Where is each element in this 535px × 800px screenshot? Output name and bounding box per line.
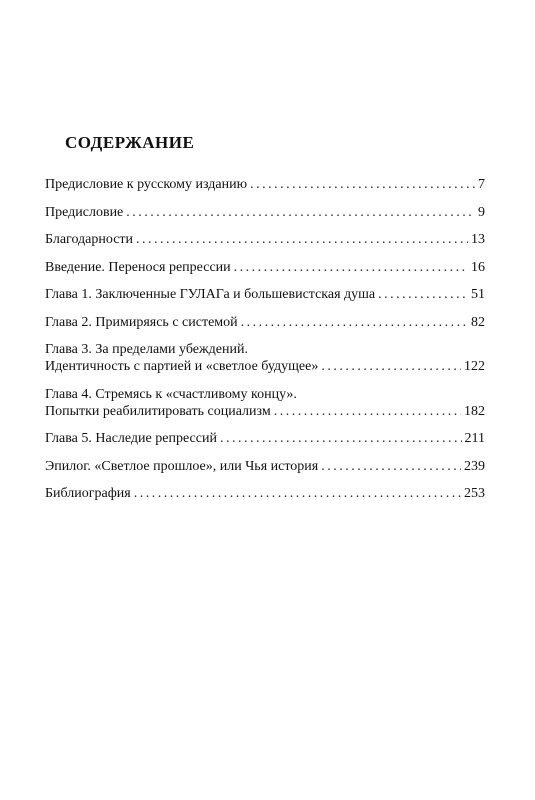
toc-entry-epilogue[interactable] <box>45 458 485 475</box>
dot-leader <box>134 485 461 502</box>
toc-entry-chapter-2[interactable] <box>45 314 485 331</box>
toc-page-number: 122 <box>464 359 485 374</box>
dot-leader <box>321 358 461 375</box>
toc-page-number: 82 <box>471 314 485 330</box>
toc-page-number: 182 <box>464 403 485 419</box>
dot-leader <box>234 259 468 276</box>
toc-entry-label-line1: Глава 3. За пределами убеждений. <box>45 342 248 357</box>
toc-entry-label: Библиография <box>45 486 131 501</box>
toc-entry-label: Идентичность с партией и «светлое будущее» <box>45 359 319 374</box>
dot-leader <box>274 403 461 420</box>
toc-entry-label: Глава 5. Наследие репрессий <box>45 431 217 446</box>
toc-page-number: 239 <box>464 458 485 474</box>
toc-entry-chapter-3[interactable] <box>45 341 485 375</box>
toc-entry-label: Эпилог. «Светлое прошлое», или Чья история <box>45 458 319 474</box>
table-of-contents <box>45 176 485 513</box>
toc-entry-label-line1: Глава 4. Стремясь к «счастливому концу». <box>45 386 297 402</box>
toc-entry-label: Попытки реабилитировать социализм <box>45 403 271 419</box>
toc-entry-chapter-4[interactable] <box>45 386 485 420</box>
dot-leader <box>220 430 462 447</box>
toc-entry-bibliography[interactable] <box>45 485 485 502</box>
toc-page-number: 9 <box>478 204 485 220</box>
toc-entry-chapter-1[interactable] <box>45 286 485 303</box>
dot-leader <box>136 231 468 248</box>
toc-entry-label: Предисловие <box>45 204 124 220</box>
toc-entry-preface[interactable] <box>45 204 485 221</box>
toc-page-number: 211 <box>464 431 485 446</box>
dot-leader <box>241 314 468 331</box>
toc-entry-acknowledgements[interactable] <box>45 231 485 248</box>
toc-entry-chapter-5[interactable] <box>45 430 485 447</box>
toc-page-number: 16 <box>471 259 485 275</box>
dot-leader <box>250 176 475 193</box>
page-title: СОДЕРЖАНИЕ <box>65 133 195 152</box>
dot-leader <box>321 458 461 475</box>
toc-page-number: 13 <box>471 232 485 247</box>
toc-entry-introduction[interactable] <box>45 259 485 276</box>
toc-page-number: 253 <box>464 486 485 501</box>
toc-page-number: 7 <box>478 177 485 192</box>
toc-entry-label: Предисловие к русскому изданию <box>45 177 248 192</box>
toc-entry-label: Глава 2. Примиряясь с системой <box>45 314 238 330</box>
toc-page-number: 51 <box>471 287 485 302</box>
toc-entry-preface-russian[interactable] <box>45 176 485 193</box>
toc-entry-label: Глава 1. Заключенные ГУЛАГа и большевистская душа <box>45 287 376 302</box>
dot-leader <box>378 286 468 303</box>
toc-entry-label: Благодарности <box>45 232 134 247</box>
toc-entry-label: Введение. Перенося репрессии <box>45 259 231 275</box>
dot-leader <box>126 204 475 221</box>
